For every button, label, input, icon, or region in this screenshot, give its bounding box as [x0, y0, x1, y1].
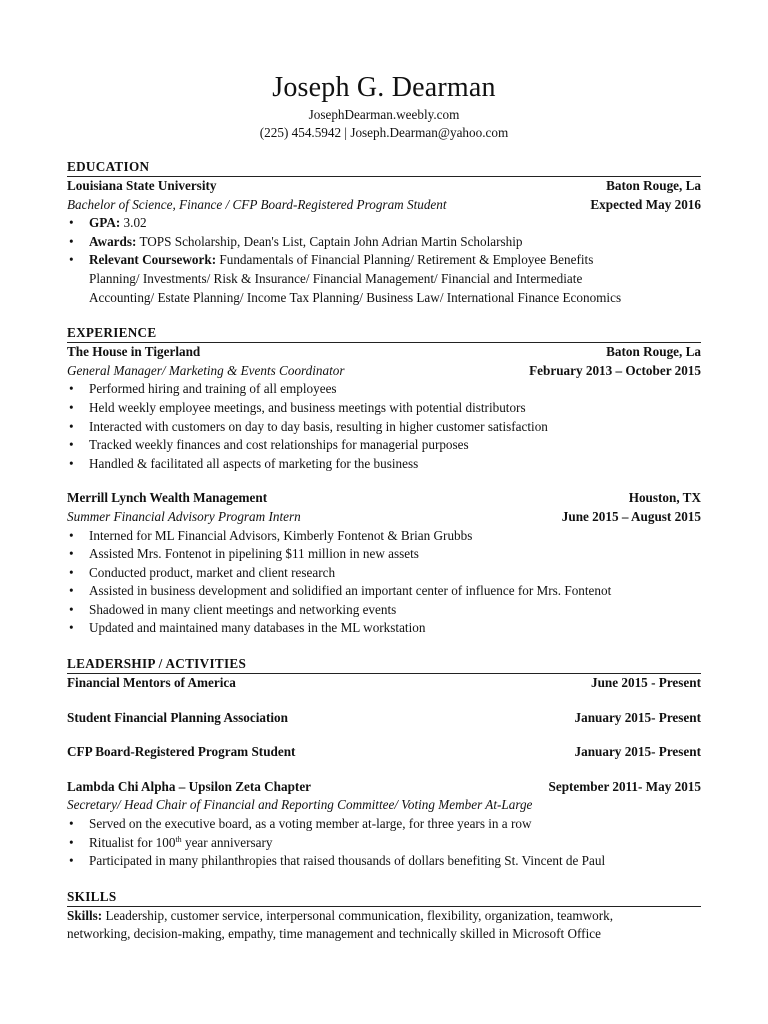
- list-item: • Interacted with customers on day to day basis, resulting in higher customer satisfaction: [67, 418, 701, 437]
- activity-dates: January 2015- Present: [574, 744, 701, 760]
- activity-dates: January 2015- Present: [574, 709, 701, 725]
- job-bullets: [67, 527, 701, 639]
- activity-row: [67, 674, 701, 693]
- job-header-row: [67, 343, 701, 362]
- coursework-text: Accounting/ Estate Planning/ Income Tax Planning/ Business Law/ International Finance Economics: [89, 289, 622, 305]
- degree: Bachelor of Science, Finance / CFP Board-Registered Program Student: [67, 196, 447, 212]
- activity-dates: June 2015 - Present: [590, 675, 701, 691]
- awards-value: TOPS Scholarship, Dean's List, Captain John Adrian Martin Scholarship: [139, 233, 523, 249]
- skills-text: [67, 907, 701, 944]
- activity-row: [67, 709, 701, 728]
- education-list: [67, 214, 701, 307]
- job-bullets: [67, 380, 701, 473]
- coursework-label: Relevant Coursework:: [89, 252, 217, 268]
- job-location: Baton Rouge, La: [606, 344, 701, 360]
- website-link[interactable]: JosephDearman.weebly.com: [308, 107, 460, 122]
- skills-label: Skills:: [67, 907, 103, 923]
- leadership-heading: LEADERSHIP / ACTIVITIES: [67, 655, 701, 674]
- list-item: [67, 233, 701, 252]
- activity-role: Secretary/ Head Chair of Financial and Reporting Committee/ Voting Member At-Large: [67, 797, 533, 813]
- list-item: • Handled & facilitated all aspects of marketing for the business: [67, 455, 701, 474]
- list-item: • Conducted product, market and client research: [67, 564, 701, 583]
- gpa-label: GPA:: [89, 215, 121, 231]
- job-dates: June 2015 – August 2015: [561, 508, 701, 524]
- activity-bullets: [67, 815, 701, 871]
- school-location: Baton Rouge, La: [606, 178, 701, 193]
- list-item: • Assisted in business development and solidified an important center of influence for Mrs. Fontenot: [67, 582, 701, 601]
- job-role-row: [67, 508, 701, 527]
- skills-line: networking, decision-making, empathy, time management and technically skilled in Microsoft Office: [67, 926, 601, 942]
- activity-org: Financial Mentors of America: [67, 675, 236, 691]
- gpa-value: 3.02: [123, 215, 147, 231]
- job-role: General Manager/ Marketing & Events Coordinator: [67, 362, 345, 378]
- job-dates: February 2013 – October 2015: [529, 362, 701, 378]
- experience-heading: EXPERIENCE: [67, 324, 701, 343]
- skills-heading: SKILLS: [67, 888, 701, 907]
- job-role-row: [67, 362, 701, 381]
- activity-org: Lambda Chi Alpha – Upsilon Zeta Chapter: [67, 778, 312, 794]
- graduation-date: Expected May 2016: [590, 196, 701, 212]
- activity-org: CFP Board-Registered Program Student: [67, 744, 296, 760]
- ordinal-suffix: th: [175, 834, 182, 844]
- phone-email-line: (225) 454.5942 | Joseph.Dearman@yahoo.com: [259, 125, 509, 140]
- activity-row: [67, 778, 701, 797]
- job-location: Houston, TX: [628, 490, 701, 506]
- awards-label: Awards:: [89, 233, 137, 249]
- school-name: Louisiana State University: [67, 178, 217, 193]
- bullet-text: Ritualist for 100: [89, 834, 176, 850]
- degree-row: [67, 196, 701, 215]
- list-item: • Held weekly employee meetings, and business meetings with potential distributors: [67, 399, 701, 418]
- coursework-text: Planning/ Investments/ Risk & Insurance/ Financial Management/ Financial and Intermediate: [89, 270, 583, 286]
- education-row: [67, 177, 701, 196]
- skills-line: Leadership, customer service, interpersonal communication, flexibility, organization, teamwork,: [105, 907, 614, 923]
- list-item: [67, 214, 701, 233]
- job-role: Summer Financial Advisory Program Intern: [67, 508, 301, 524]
- list-item: • Shadowed in many client meetings and networking events: [67, 601, 701, 620]
- bullet-text: year anniversary: [181, 834, 273, 850]
- list-item: • Assisted Mrs. Fontenot in pipelining $11 million in new assets: [67, 545, 701, 564]
- list-item: • Served on the executive board, as a voting member at-large, for three years in a row: [67, 815, 701, 834]
- job-org: The House in Tigerland: [67, 344, 201, 360]
- list-item: • Performed hiring and training of all employees: [67, 380, 701, 399]
- coursework-text: Fundamentals of Financial Planning/ Retirement & Employee Benefits: [219, 252, 594, 268]
- applicant-name: Joseph G. Dearman: [272, 72, 496, 103]
- job-org: Merrill Lynch Wealth Management: [67, 490, 268, 506]
- activity-row: [67, 743, 701, 762]
- list-item: • Participated in many philanthropies that raised thousands of dollars benefiting St. Vincent de Paul: [67, 852, 701, 871]
- list-item: • Tracked weekly finances and cost relationships for managerial purposes: [67, 436, 701, 455]
- resume-header: [0, 70, 768, 142]
- list-item: [67, 251, 701, 307]
- education-heading: EDUCATION: [67, 158, 701, 177]
- activity-org: Student Financial Planning Association: [67, 709, 288, 725]
- job-header-row: [67, 489, 701, 508]
- activity-dates: September 2011- May 2015: [548, 778, 701, 794]
- list-item: • Interned for ML Financial Advisors, Kimberly Fontenot & Brian Grubbs: [67, 527, 701, 546]
- list-item: • Updated and maintained many databases in the ML workstation: [67, 619, 701, 638]
- resume-body: [67, 158, 701, 944]
- list-item: [67, 834, 701, 853]
